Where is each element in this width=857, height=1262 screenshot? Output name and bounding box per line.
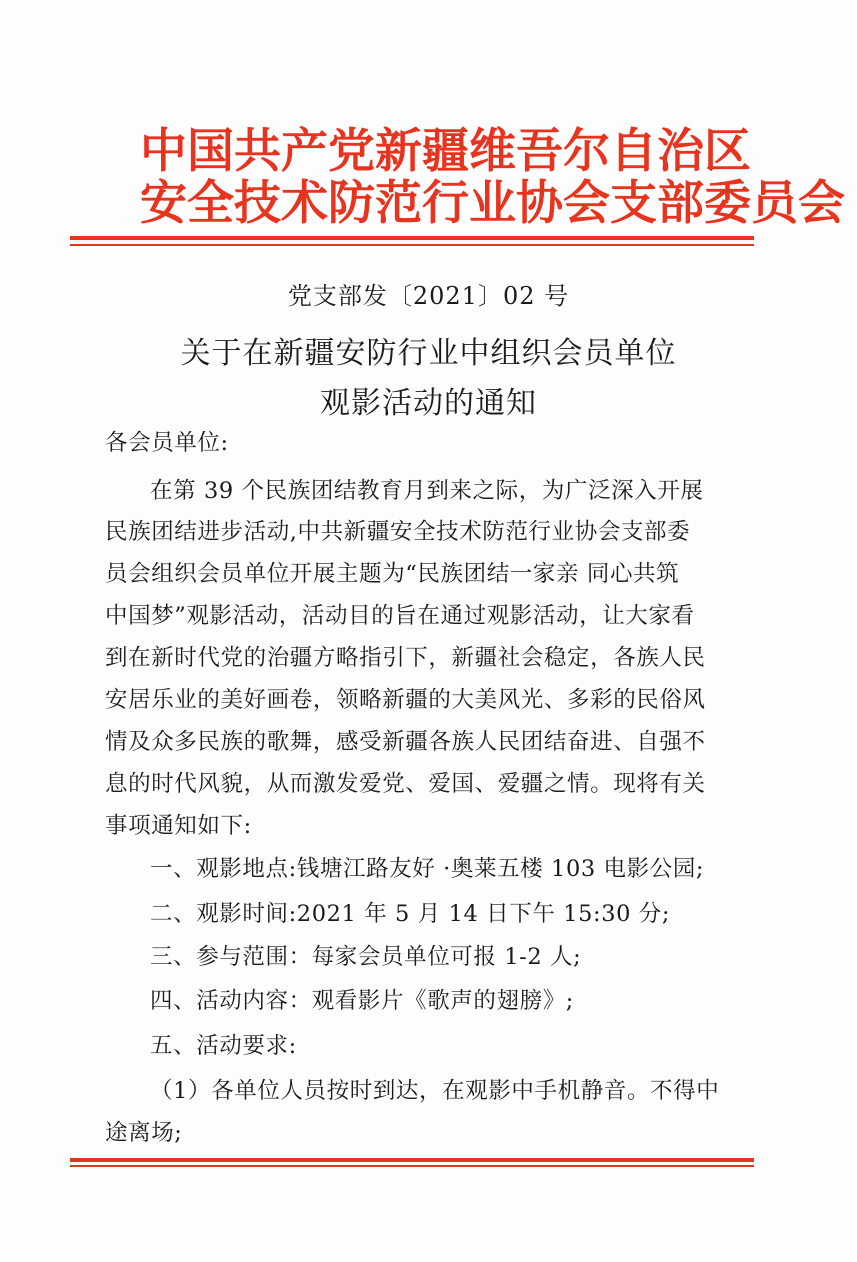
notice-title-line-1: 关于在新疆安防行业中组织会员单位 bbox=[180, 336, 677, 371]
paragraph-line: 到在新时代党的治疆方略指引下，新疆社会稳定，各族人民 bbox=[105, 645, 706, 671]
list-item: 四、活动内容：观看影片《歌声的翅膀》; bbox=[150, 988, 574, 1014]
list-item: 一、观影地点:钱塘江路友好 ·奥莱五楼 103 电影公园; bbox=[150, 856, 705, 882]
document-number: 党支部发〔2021〕02 号 bbox=[287, 282, 570, 310]
list-item: 三、参与范围：每家会员单位可报 1-2 人; bbox=[150, 944, 582, 970]
footer-divider-thin bbox=[70, 1165, 754, 1167]
requirement-line: 途离场; bbox=[105, 1120, 183, 1146]
header-divider-thin bbox=[70, 244, 754, 246]
requirement-line: （1）各单位人员按时到达，在观影中手机静音。不得中 bbox=[150, 1078, 720, 1104]
paragraph-line: 在第 39 个民族团结教育月到来之际，为广泛深入开展 bbox=[150, 478, 704, 504]
footer-divider-thick bbox=[70, 1158, 754, 1162]
salutation: 各会员单位: bbox=[105, 430, 229, 456]
paragraph-line: 中国梦”观影活动，活动目的旨在通过观影活动，让大家看 bbox=[105, 603, 695, 629]
paragraph-line: 安居乐业的美好画卷，领略新疆的大美风光、多彩的民俗风 bbox=[105, 687, 706, 713]
paragraph-line: 情及众多民族的歌舞，感受新疆各族人民团结奋进、自强不 bbox=[105, 729, 706, 755]
paragraph-line: 民族团结进步活动,中共新疆安全技术防范行业协会支部委 bbox=[105, 519, 691, 545]
org-name-line-2: 安全技术防范行业协会支部委员会 bbox=[140, 176, 845, 231]
paragraph-line: 事项通知如下: bbox=[105, 813, 252, 839]
notice-title-line-2: 观影活动的通知 bbox=[320, 386, 537, 421]
list-item: 二、观影时间:2021 年 5 月 14 日下午 15:30 分; bbox=[150, 901, 671, 927]
paragraph-line: 息的时代风貌，从而激发爱党、爱国、爱疆之情。现将有关 bbox=[105, 771, 706, 797]
org-name-line-1: 中国共产党新疆维吾尔自治区 bbox=[140, 124, 751, 179]
paragraph-line: 员会组织会员单位开展主题为“民族团结一家亲 同心共筑 bbox=[105, 561, 680, 587]
list-item: 五、活动要求: bbox=[150, 1033, 297, 1059]
header-divider-thick bbox=[70, 236, 754, 240]
